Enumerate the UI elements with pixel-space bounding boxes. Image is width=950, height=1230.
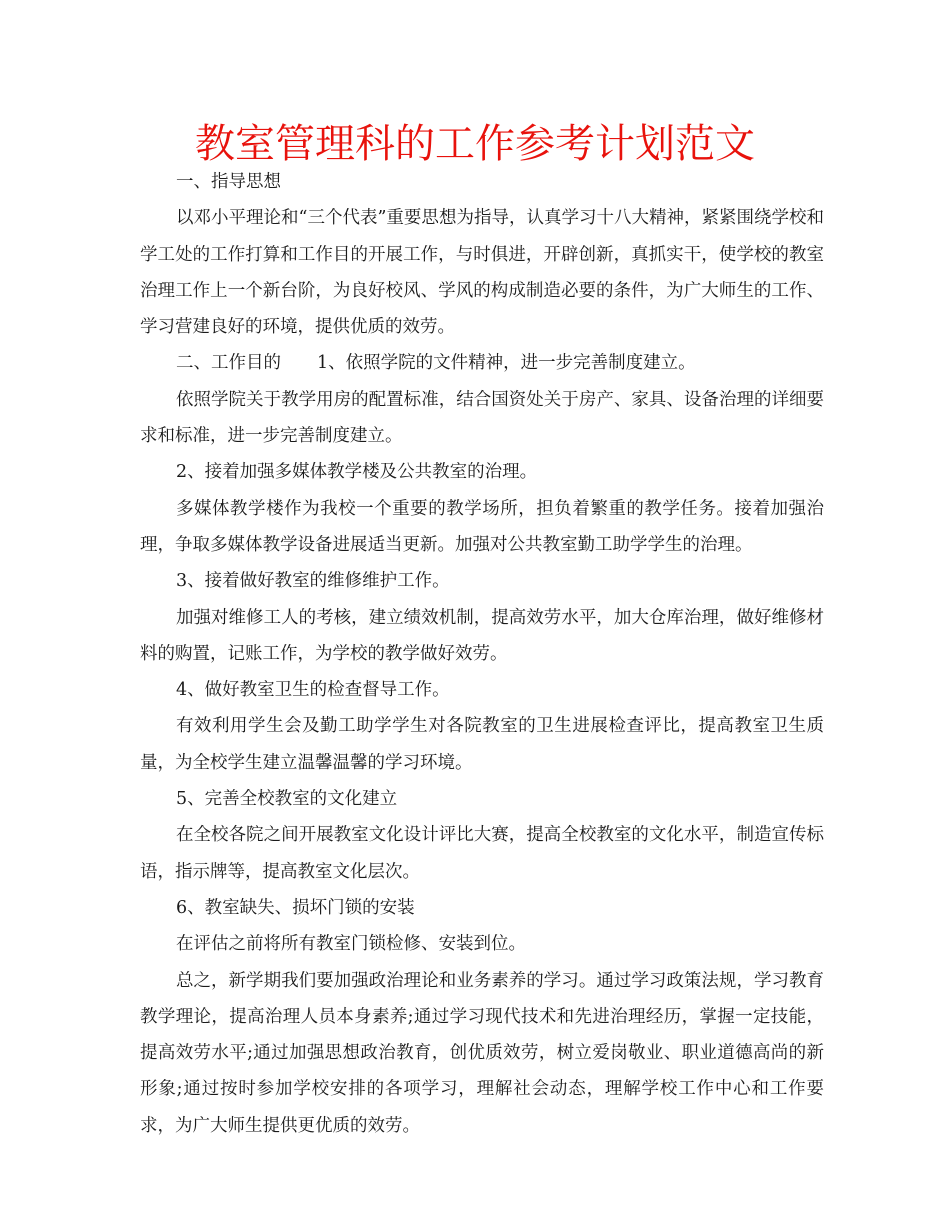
- section-heading-work-goals-label: 二、工作目的: [176, 353, 281, 374]
- goal-item-2: 2、接着加强多媒体教学楼及公共教室的治理。: [176, 462, 538, 483]
- paragraph-goal-3-detail: 加强对维修工人的考核，建立绩效机制，提高效劳水平，加大仓库治理，做好维修材料的购置，记账工作，为学校的教学做好效劳。: [140, 607, 824, 664]
- goal-item-4: 4、做好教室卫生的检查督导工作。: [176, 680, 450, 701]
- goal-item-1: 1、依照学院的文件精神，进一步完善制度建立。: [317, 353, 696, 374]
- section-heading-guiding-thought: 一、指导思想: [176, 172, 281, 192]
- paragraph-goal-1-detail: 依照学院关于教学用房的配置标准，结合国资处关于房产、家具、设备治理的详细要求和标准，进一步完善制度建立。: [140, 389, 824, 447]
- paragraph-goal-2-detail: 多媒体教学楼作为我校一个重要的教学场所，担负着繁重的教学任务。接着加强治理，争取多媒体教学设备进展适当更新。加强对公共教室勤工助学学生的治理。: [140, 498, 824, 555]
- goal-item-3: 3、接着做好教室的维修维护工作。: [176, 571, 450, 592]
- paragraph-conclusion: 总之，新学期我们要加强政治理论和业务素养的学习。通过学习政策法规，学习教育教学理论，提高治理人员本身素养;通过学习现代技术和先进治理经历，掌握一定技能，提高效劳水平;通过加强思想政治教育，创优质效劳，树立爱岗敬业、职业道德高尚的新形象;通过按时参加学校安排的各项学习，理解社会动态，理解学校工作中心和工作要求，为广大师生提供更优质的效劳。: [140, 970, 824, 1136]
- paragraph-goal-6-detail: 在评估之前将所有教室门锁检修、安装到位。: [176, 934, 526, 955]
- paragraph-guiding-thought: 以邓小平理论和“三个代表”重要思想为指导，认真学习十八大精神，紧紧围绕学校和学工处的工作打算和工作目的开展工作，与时俱进，开辟创新，真抓实干，使学校的教室治理工作上一个新台阶，为良好校风、学风的构成制造必要的条件，为广大师生的工作、学习营建良好的环境，提供优质的效劳。: [140, 208, 824, 338]
- document-title: 教室管理科的工作参考计划范文: [195, 121, 755, 167]
- goal-item-6: 6、教室缺失、损坏门锁的安装: [176, 897, 415, 918]
- paragraph-goal-4-detail: 有效利用学生会及勤工助学学生对各院教室的卫生进展检查评比，提高教室卫生质量，为全校学生建立温馨温馨的学习环境。: [140, 716, 824, 773]
- goal-item-5: 5、完善全校教室的文化建立: [176, 789, 398, 810]
- paragraph-goal-5-detail: 在全校各院之间开展教室文化设计评比大赛，提高全校教室的文化水平，制造宣传标语，指示牌等，提高教室文化层次。: [140, 825, 824, 882]
- document-body: [140, 164, 824, 1144]
- section-heading-work-goals: [140, 345, 824, 381]
